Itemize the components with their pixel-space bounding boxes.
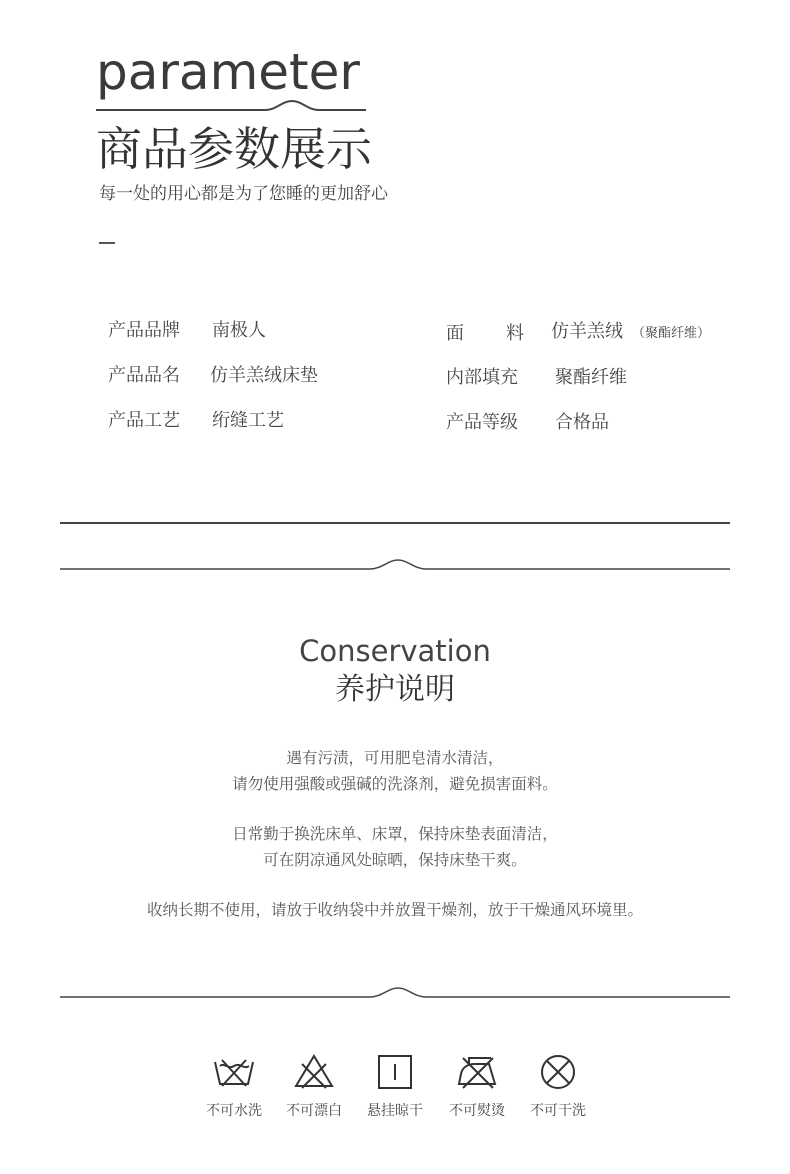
no-wash-icon [212,1050,256,1094]
care-text-1b: 请勿使用强酸或强碱的洗涤剂，避免损害面料。 [232,775,558,793]
fabric-label-part1: 面 [446,323,464,344]
section-divider-top [60,522,730,524]
fabric-label-part2: 料 [506,323,524,344]
brand-value: 南极人 [212,320,266,341]
no-bleach-icon [292,1050,336,1094]
title-underline-divider [96,96,368,114]
no-dry-clean-label: 不可干洗 [530,1103,586,1119]
no-iron-label: 不可熨烫 [449,1103,505,1119]
care-text-2b: 可在阴凉通风处晾晒，保持床垫干爽。 [263,851,527,869]
conservation-english-title: Conservation [299,634,491,668]
filling-label: 内部填充 [446,367,518,388]
section-divider-wave [60,556,730,572]
page-title: 商品参数展示 [96,122,372,176]
care-text-3: 收纳长期不使用，请放于收纳袋中并放置干燥剂，放于干燥通风环境里。 [146,901,643,919]
english-title: parameter [96,43,360,101]
grade-label: 产品等级 [446,412,518,433]
page-subtitle: 每一处的用心都是为了您睡的更加舒心 [99,184,388,204]
line-dry-icon [373,1050,417,1094]
conservation-title: 养护说明 [335,672,455,707]
fabric-note: （聚酯纤维） [632,326,711,341]
no-dry-clean-icon [536,1050,580,1094]
product-name-label: 产品品名 [108,365,180,386]
craft-value: 绗缝工艺 [212,410,284,431]
care-text-2a: 日常勤于换洗床单、床罩，保持床垫表面清洁， [232,825,558,843]
no-wash-label: 不可水洗 [206,1103,262,1119]
line-dry-label: 悬挂晾干 [367,1103,423,1119]
grade-value: 合格品 [555,412,609,433]
short-divider [99,242,115,244]
no-iron-icon [455,1050,499,1094]
fabric-value: 仿羊羔绒 [551,321,623,342]
no-bleach-label: 不可漂白 [286,1103,342,1119]
care-divider-wave [60,984,730,1000]
craft-label: 产品工艺 [108,410,180,431]
product-name-value: 仿羊羔绒床垫 [210,365,318,386]
brand-label: 产品品牌 [108,320,180,341]
filling-value: 聚酯纤维 [555,367,627,388]
care-text-1a: 遇有污渍，可用肥皂清水清洁， [286,749,504,767]
